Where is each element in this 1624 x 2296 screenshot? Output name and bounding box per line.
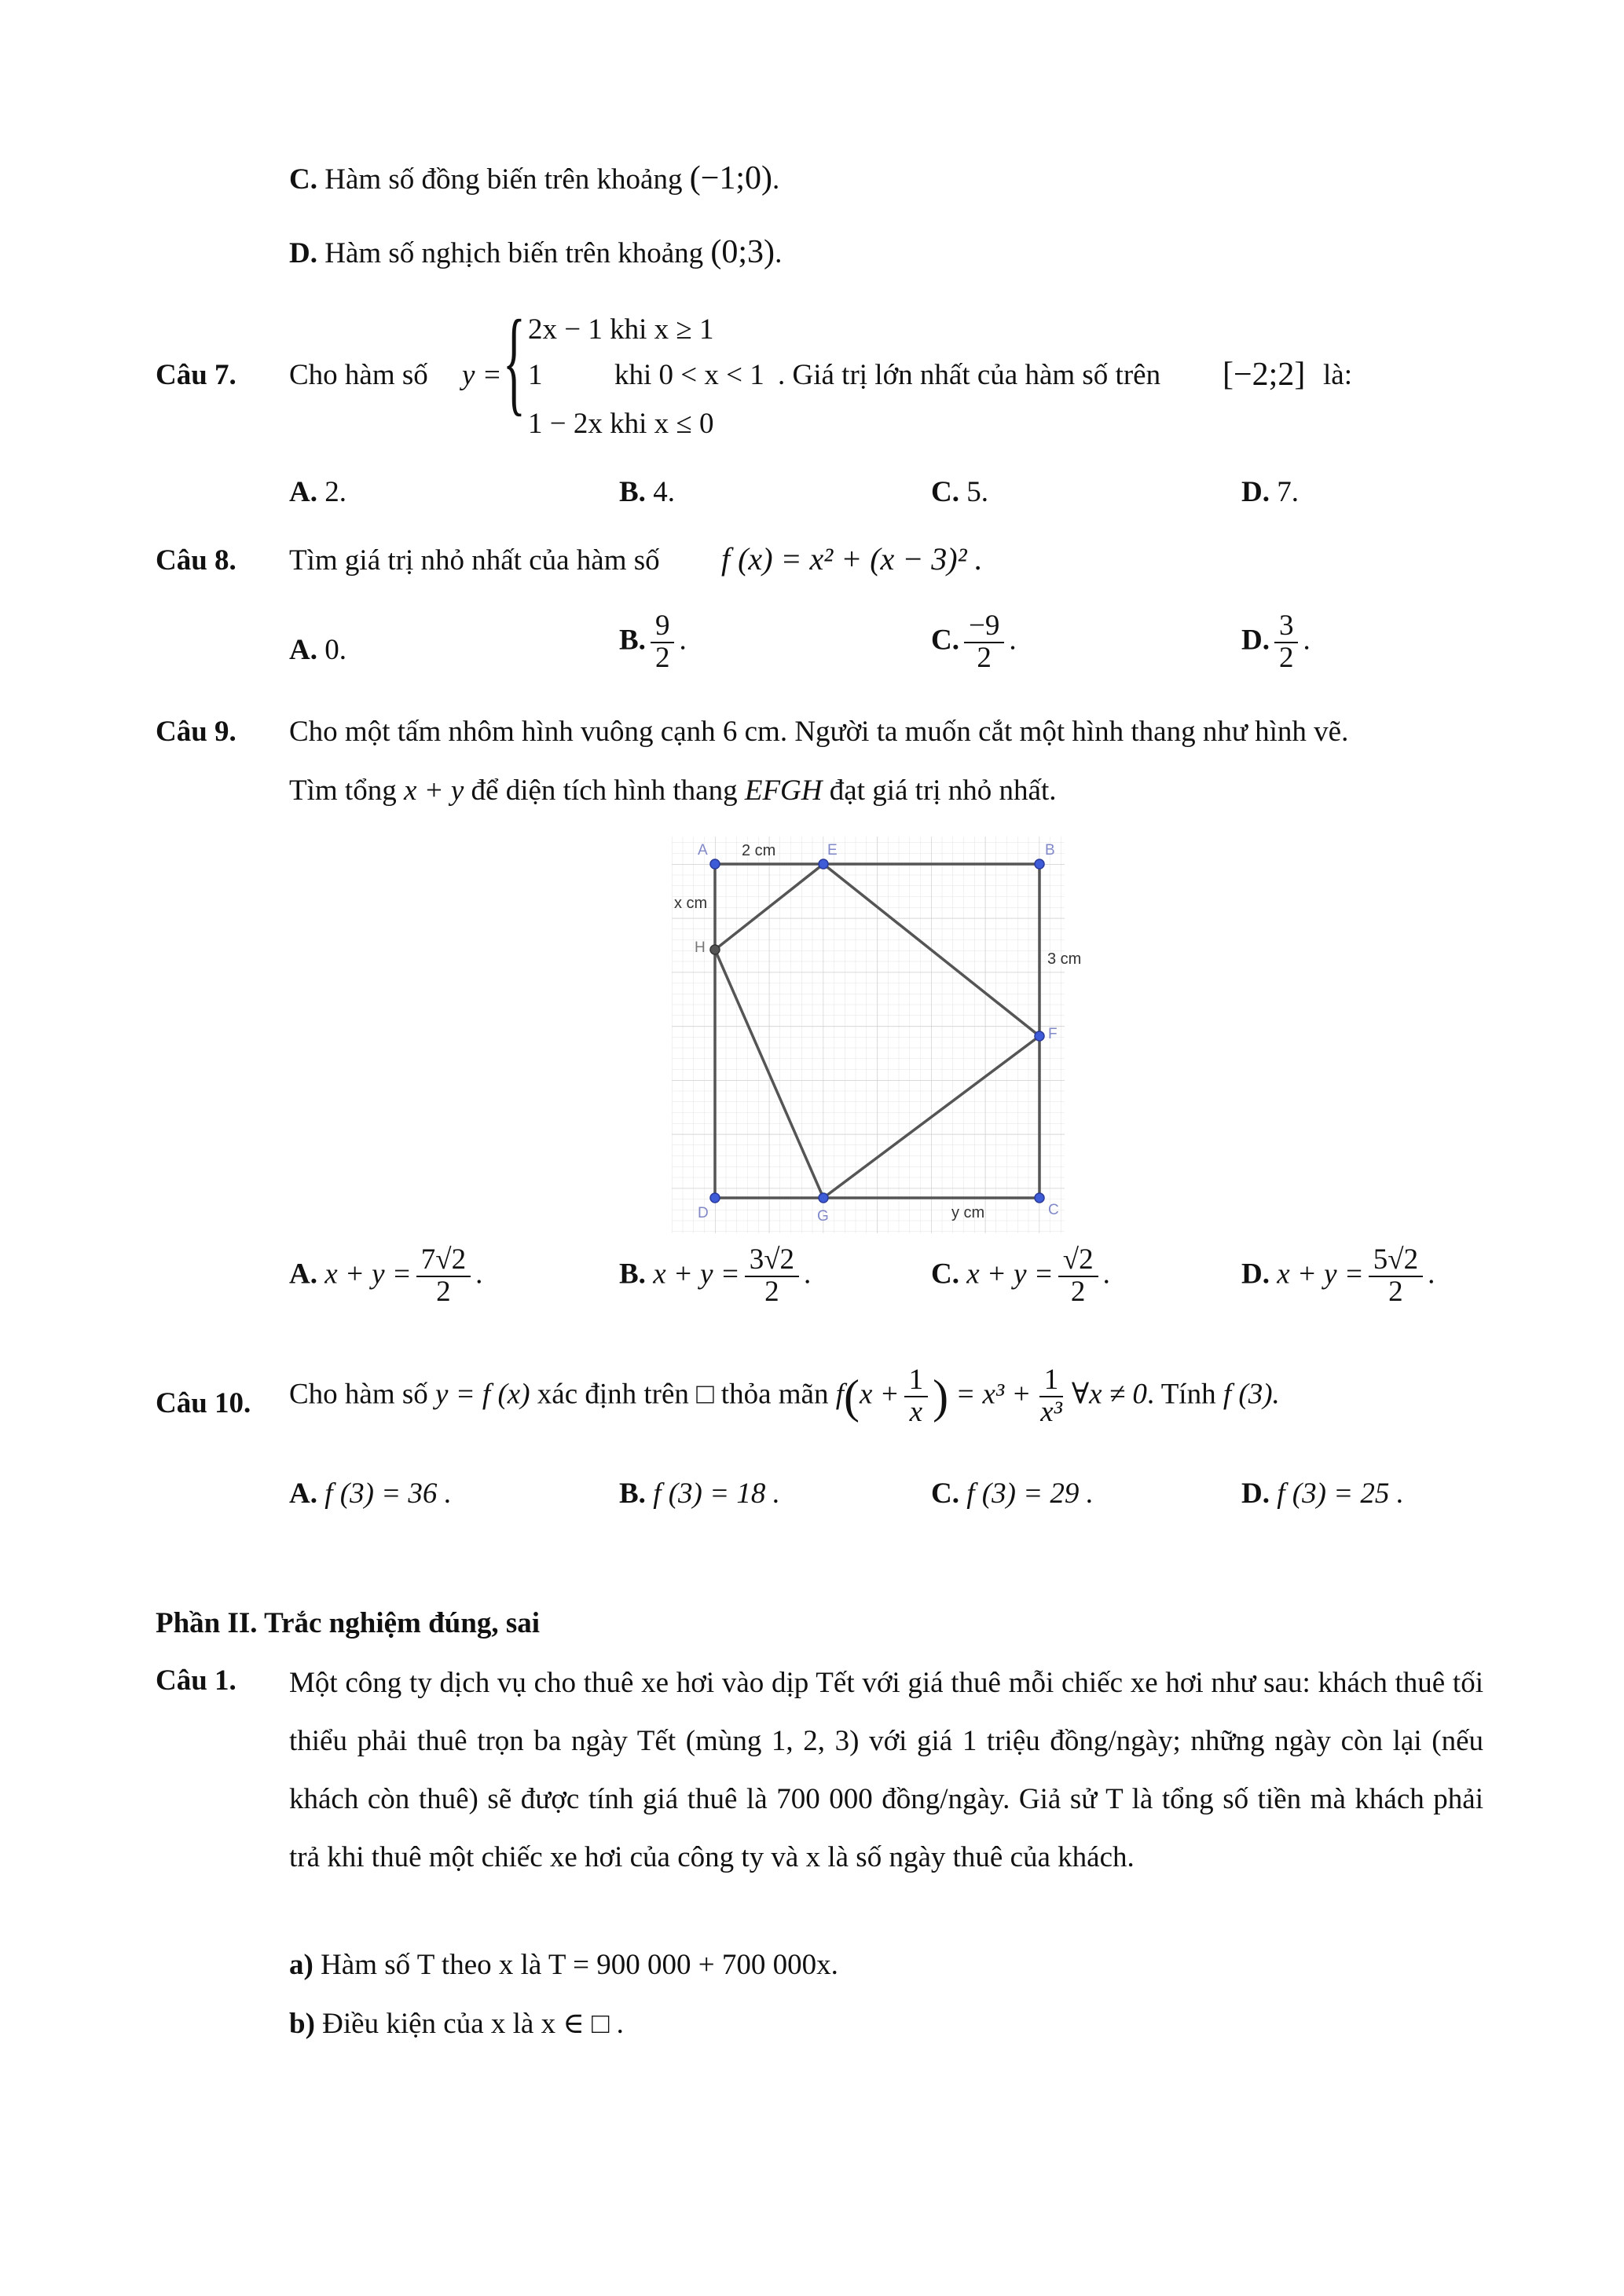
q7-brace: { [503, 296, 526, 427]
part2-q1-label: Câu 1. [156, 1664, 236, 1697]
option-text: 5. [966, 476, 988, 508]
numerator: √2 [1058, 1245, 1098, 1277]
option-label: D. [1241, 1478, 1270, 1510]
denominator: x [909, 1395, 923, 1428]
numerator: 5√2 [1369, 1245, 1423, 1277]
option-text: 7. [1277, 476, 1299, 508]
fraction [416, 1245, 471, 1308]
fraction [904, 1365, 929, 1428]
text: Cho hàm số [289, 1378, 428, 1411]
option-end: . [679, 624, 687, 657]
option-text: Hàm số đồng biến trên khoảng [324, 163, 683, 196]
option-label: C. [931, 476, 959, 508]
item-text: Hàm số T theo x là T = 900 000 + 700 000x. [321, 1949, 838, 1981]
q8-option-d [1241, 611, 1311, 674]
math: = x³ + [955, 1378, 1032, 1411]
q9-line-2 [289, 774, 1057, 808]
option-label: B. [619, 476, 646, 508]
label-e: E [827, 842, 838, 859]
math: EFGH [744, 774, 823, 807]
q8-label: Câu 8. [156, 544, 236, 577]
option-label: A. [289, 634, 317, 666]
numerator: 1 [904, 1365, 929, 1397]
label-ae: 2 cm [742, 842, 776, 859]
math: x + [859, 1378, 900, 1411]
point-b [1035, 859, 1044, 869]
q7-tail: . Giá trị lớn nhất của hàm số trên [778, 359, 1161, 391]
q7-option-c [931, 475, 988, 510]
fraction [745, 1245, 799, 1308]
q8-text: Tìm giá trị nhỏ nhất của hàm số [289, 544, 660, 577]
domain-symbol: □ [696, 1378, 714, 1411]
option-text: f (3) = 29 . [966, 1478, 1094, 1510]
item-text: Điều kiện của x là x ∈ □ . [322, 2008, 624, 2040]
q8-math: f (x) = x² + (x − 3)² . [721, 541, 983, 577]
denominator: 2 [1388, 1275, 1403, 1308]
q9-option-d [1241, 1245, 1435, 1308]
math: x + y [403, 774, 464, 807]
option-text: Hàm số nghịch biến trên khoảng [324, 237, 704, 269]
denominator: x³ [1040, 1395, 1062, 1428]
option-label: B. [619, 1258, 646, 1291]
q6-option-d [289, 233, 782, 272]
label-g: G [817, 1208, 829, 1225]
denominator: 2 [764, 1275, 779, 1308]
option-lhs: x + y = [324, 1258, 412, 1291]
label-bf: 3 cm [1047, 950, 1082, 968]
option-lhs: x + y = [653, 1258, 740, 1291]
label-gc: y cm [951, 1204, 985, 1221]
option-end: . [804, 1258, 812, 1291]
numerator: 3 [1274, 611, 1299, 643]
option-label: A. [289, 476, 317, 508]
q7-interval: [−2;2] [1223, 357, 1306, 393]
q9-option-b [619, 1245, 811, 1308]
item-label: a) [289, 1949, 313, 1981]
option-label: C. [931, 624, 959, 657]
option-label: D. [1241, 476, 1270, 508]
q10-option-d [1241, 1477, 1404, 1511]
option-math: (−1;0) [689, 160, 773, 196]
q7-y-eq: y = [462, 359, 502, 391]
numerator: 7√2 [416, 1245, 471, 1277]
q10-statement [289, 1365, 1280, 1428]
math: f [835, 1378, 844, 1411]
text: thỏa mãn [720, 1378, 829, 1411]
denominator: 2 [1278, 641, 1294, 674]
option-lhs: x + y = [1277, 1258, 1364, 1291]
option-end: . [475, 1258, 483, 1291]
q9-option-c [931, 1245, 1110, 1308]
option-text: 2. [324, 476, 346, 508]
math: y = f (x) [435, 1378, 530, 1411]
option-text: f (3) = 36 . [324, 1478, 452, 1510]
option-end: . [1009, 624, 1017, 657]
option-label: C. [931, 1478, 959, 1510]
q10-option-c [931, 1477, 1094, 1511]
label-f: F [1048, 1026, 1058, 1042]
denominator: 2 [654, 641, 670, 674]
denominator: 2 [1070, 1275, 1086, 1308]
q7-tail-2: là: [1323, 359, 1352, 391]
q8-option-b [619, 611, 687, 674]
q9-line-1: Cho một tấm nhôm hình vuông cạnh 6 cm. Người ta muốn cắt một hình thang như hình vẽ. [289, 716, 1349, 748]
point-e [819, 859, 828, 869]
point-g [819, 1193, 828, 1203]
text: đạt giá trị nhỏ nhất. [829, 774, 1057, 807]
option-text: f (3) = 18 . [653, 1478, 780, 1510]
option-label: C. [931, 1258, 959, 1291]
point-f [1035, 1031, 1044, 1041]
label-d: D [698, 1205, 709, 1221]
q8-option-a [289, 633, 346, 668]
math: ∀x ≠ 0 [1071, 1378, 1147, 1411]
denominator: 2 [977, 641, 992, 674]
option-math: (0;3) [710, 234, 775, 270]
q7-case-2-value: 1 [528, 359, 543, 391]
text: xác định trên [537, 1378, 689, 1411]
q7-option-a [289, 475, 346, 510]
option-end: . [775, 237, 783, 269]
point-d [710, 1193, 720, 1203]
q9-label: Câu 9. [156, 716, 236, 748]
q7-lead: Cho hàm số [289, 359, 428, 391]
point-a [710, 859, 720, 869]
q7-case-1: 2x − 1 khi x ≥ 1 [528, 313, 714, 346]
q10-option-b [619, 1477, 780, 1511]
item-label: b) [289, 2008, 315, 2040]
q10-label: Câu 10. [156, 1387, 251, 1419]
option-label: A. [289, 1478, 317, 1510]
label-ah: x cm [674, 895, 708, 912]
fraction [1369, 1245, 1423, 1308]
q7-label: Câu 7. [156, 359, 236, 391]
part2-q1-text: Một công ty dịch vụ cho thuê xe hơi vào dịp Tết với giá thuê mỗi chiếc xe hơi như sau: khách thuê tối thiểu phải thuê trọn ba ngày Tết (mùng 1, 2, 3) với giá 1 triệu đồng/ngày; những ngày còn lại (nếu khách còn thuê) sẽ được tính giá thuê là 700 000 đồng/ngày. Giả sử T là tổng số tiền mà khách phải trả khi thuê một chiếc xe hơi của công ty và x là số ngày thuê của khách. [289, 1667, 1483, 1873]
fraction [1058, 1245, 1098, 1308]
label-h: H [695, 939, 706, 956]
point-c [1035, 1193, 1044, 1203]
q9-figure [668, 833, 1082, 1237]
fraction [651, 611, 675, 674]
part2-title: Phần II. Trắc nghiệm đúng, sai [156, 1607, 541, 1639]
option-label: D. [289, 237, 317, 269]
q7-option-b [619, 475, 675, 510]
q8-option-c [931, 611, 1017, 674]
option-label: B. [619, 1478, 646, 1510]
fraction [1036, 1365, 1067, 1428]
option-label: C. [289, 163, 317, 196]
fraction [1274, 611, 1299, 674]
math: f (3). [1223, 1378, 1280, 1411]
text: để diện tích hình thang [471, 774, 738, 807]
q9-option-a [289, 1245, 482, 1308]
grid-major [672, 837, 1065, 1233]
option-label: D. [1241, 624, 1270, 657]
q6-option-c [289, 159, 779, 198]
option-label: A. [289, 1258, 317, 1291]
q10-option-a [289, 1477, 452, 1511]
option-end: . [772, 163, 780, 196]
numerator: 9 [651, 611, 675, 643]
label-a: A [698, 842, 708, 859]
numerator: 3√2 [745, 1245, 799, 1277]
numerator: −9 [964, 611, 1004, 643]
paren-open: ( [843, 1370, 860, 1423]
option-text: 4. [653, 476, 675, 508]
option-label: D. [1241, 1258, 1270, 1291]
numerator: 1 [1039, 1365, 1064, 1397]
fraction [964, 611, 1004, 674]
option-end: . [1303, 624, 1311, 657]
text: . Tính [1146, 1378, 1216, 1411]
part2-q1-a [289, 1948, 838, 1983]
q7-case-3: 1 − 2x khi x ≤ 0 [528, 408, 714, 440]
q7-option-d [1241, 475, 1299, 510]
part2-q1-b [289, 2007, 624, 2041]
label-c: C [1048, 1202, 1059, 1218]
denominator: 2 [436, 1275, 451, 1308]
option-text: 0. [324, 634, 346, 666]
q7-case-2-cond: khi 0 < x < 1 [614, 359, 764, 391]
label-b: B [1045, 842, 1055, 859]
option-end: . [1428, 1258, 1435, 1291]
option-text: f (3) = 25 . [1277, 1478, 1404, 1510]
text: Tìm tổng [289, 774, 397, 807]
option-lhs: x + y = [966, 1258, 1054, 1291]
option-label: B. [619, 624, 646, 657]
option-end: . [1102, 1258, 1110, 1291]
point-h [710, 945, 720, 954]
paren-close: ) [933, 1370, 949, 1423]
